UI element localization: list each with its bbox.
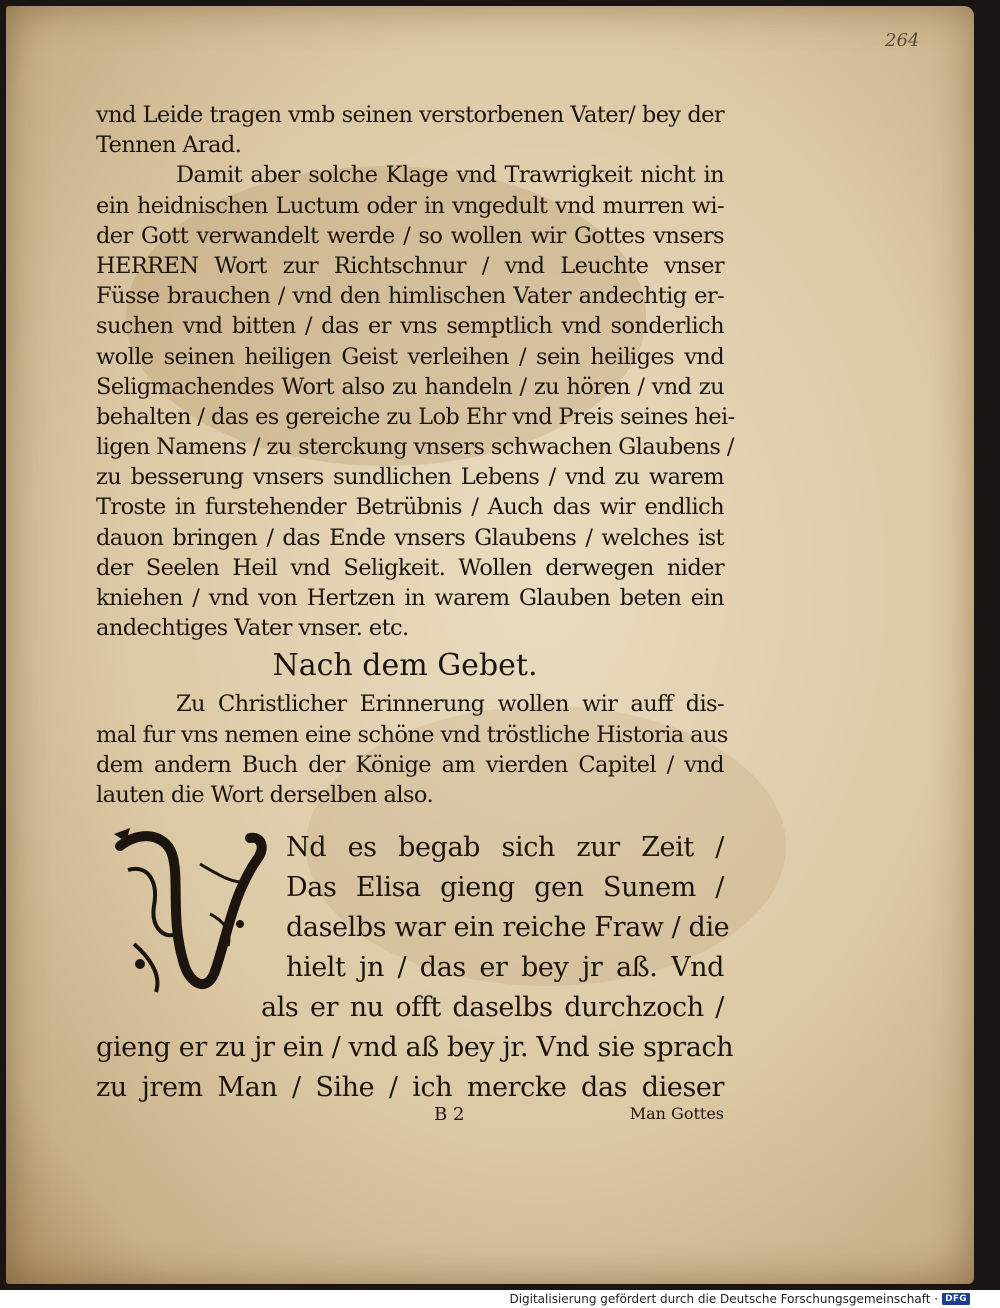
text-line: kniehen / vnd von Hertzen in warem Glauben beten ein	[96, 585, 724, 611]
page-footer	[96, 1104, 724, 1134]
text-line: Damit aber solche Klage vnd Trawrigkeit nicht in	[176, 162, 724, 189]
text-line: behalten / das es gereiche zu Lob Ehr vnd Preis seines hei-	[96, 403, 735, 430]
catchword: Man Gottes	[629, 1104, 724, 1123]
text-line: daselbs war ein reiche Fraw / die	[286, 912, 730, 944]
text-line: HERREN Wort zur Richtschnur / vnd Leuchte vnser	[96, 252, 724, 279]
text-line: ligen Namens / zu sterckung vnsers schwachen Glaubens /	[96, 434, 734, 461]
text-line: mal fur vns nemen eine schöne vnd tröstliche Historia aus	[96, 721, 728, 748]
text-line: wolle seinen heiligen Geist verleihen / sein heiliges vnd	[96, 343, 724, 370]
text-line: Seligmachendes Wort also zu handeln / zu hören / vnd zu	[96, 373, 724, 400]
text-line: ein heidnischen Luctum oder in vngedult vnd murren wi-	[96, 192, 724, 219]
main-text	[96, 100, 735, 1104]
text-line: Zu Christlicher Erinnerung wollen wir auff dis-	[176, 691, 724, 718]
text-line: vnd Leide tragen vmb seinen verstorbenen Vater/ bey der	[96, 102, 724, 128]
dfg-logo-icon: DFG	[942, 1293, 970, 1305]
section-heading: Nach dem Gebet.	[272, 648, 538, 684]
funding-credit	[509, 1291, 970, 1307]
text-line: lauten die Wort derselben also.	[96, 781, 434, 808]
text-line: hielt jn / das er bey jr aß. Vnd	[286, 952, 724, 984]
text-line: andechtiges Vater vnser. etc.	[96, 615, 409, 642]
text-line: zu besserung vnsers sundlichen Lebens / vnd zu warem	[96, 464, 724, 491]
text-line: suchen vnd bitten / das er vns semptlich vnd sonderlich	[96, 313, 724, 340]
text-line: Tennen Arad.	[96, 132, 242, 159]
text-line: dem andern Buch der Könige am vierden Capitel / vnd	[96, 751, 724, 778]
text-line: zu jrem Man / Sihe / ich mercke das dieser	[96, 1072, 724, 1104]
text-line: gieng er zu jr ein / vnd aß bey jr. Vnd sie sprach	[96, 1032, 734, 1064]
text-line: dauon bringen / das Ende vnsers Glaubens / welches ist	[96, 524, 724, 551]
signature-mark: B 2	[434, 1104, 465, 1125]
text-line: Nd es begab sich zur Zeit /	[286, 832, 724, 864]
text-line: der Seelen Heil vnd Seligkeit. Wollen derwegen nider	[96, 554, 724, 581]
ornamental-initial-v-icon	[110, 824, 270, 999]
scripture-passage	[96, 810, 734, 1104]
text-line: Füsse brauchen / vnd den himlischen Vater andechtig er-	[96, 283, 724, 310]
text-line: Troste in furstehender Betrübnis / Auch das wir endlich	[96, 494, 724, 521]
folio-number: 264	[885, 30, 920, 51]
credit-text: Digitalisierung gefördert durch die Deutsche Forschungsgemeinschaft ·	[509, 1292, 939, 1306]
text-line: als er nu offt daselbs durchzoch /	[261, 992, 724, 1024]
text-line: Das Elisa gieng gen Sunem /	[286, 872, 724, 904]
text-line: der Gott verwandelt werde / so wollen wir Gottes vnsers	[96, 222, 724, 249]
